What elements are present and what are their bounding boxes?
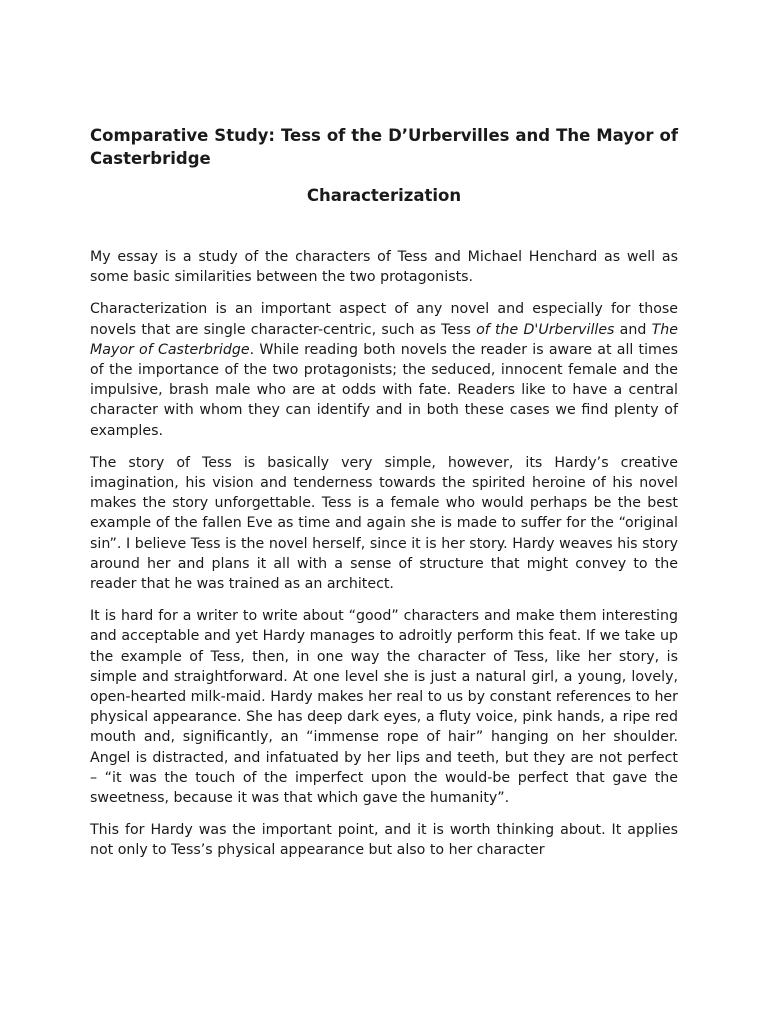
italic-title-text: of the D'Urbervilles <box>476 321 615 338</box>
paragraph-text: and <box>614 321 652 338</box>
italic-title-text: The Mayor of Casterbridge <box>90 321 678 358</box>
document-title: Comparative Study: Tess of the D’Urbervilles and The Mayor of Casterbridge <box>90 126 678 168</box>
body-paragraph <box>90 299 678 440</box>
section-heading: Characterization <box>306 186 462 205</box>
paragraph-text: My essay is a study of the characters of Tess and Michael Henchard as well as some basic similarities between the two protagonists. <box>90 249 678 286</box>
paragraph-text: . While reading both novels the reader is aware at all times of the importance of the two protagonists; the seduced, innocent female and the impulsive, brash male who are at odds with fate. Readers like to have a central character with whom they can identify and in both these cases we find plenty of examples. <box>90 341 678 439</box>
essay-body <box>90 247 678 861</box>
body-paragraph <box>90 247 678 287</box>
body-paragraph <box>90 820 678 860</box>
paragraph-text: This for Hardy was the important point, and it is worth thinking about. It applies not only to Tess’s physical appearance but also to her character <box>90 822 678 859</box>
paragraph-text: It is hard for a writer to write about “good” characters and make them interesting and acceptable and yet Hardy manages to adroitly perform this feat. If we take up the example of Tess, then, in one way the character of Tess, like her story, is simple and straightforward. At one level she is just a natural girl, a young, lovely, open-hearted milk-maid. Hardy makes her real to us by constant references to her physical appearance. She has deep dark eyes, a fluty voice, pink hands, a ripe red mouth and, significantly, an “immense rope of hair” hanging on her shoulder. Angel is distracted, and infatuated by her lips and teeth, but they are not perfect – “it was the touch of the imperfect upon the would-be perfect that gave the sweetness, because it was that which gave the humanity”. <box>90 608 678 807</box>
body-paragraph <box>90 606 678 808</box>
paragraph-text: Characterization is an important aspect of any novel and especially for those novels that are single character-centric, such as Tess <box>90 301 678 338</box>
body-paragraph <box>90 453 678 594</box>
paragraph-text: The story of Tess is basically very simple, however, its Hardy’s creative imagination, his vision and tenderness towards the spirited heroine of his novel makes the story unforgettable. Tess is a female who would perhaps be the best example of the fallen Eve as time and again she is made to suffer for the “original sin”. I believe Tess is the novel herself, since it is her story. Hardy weaves his story around her and plans it all with a sense of structure that might convey to the reader that he was trained as an architect. <box>90 454 678 593</box>
